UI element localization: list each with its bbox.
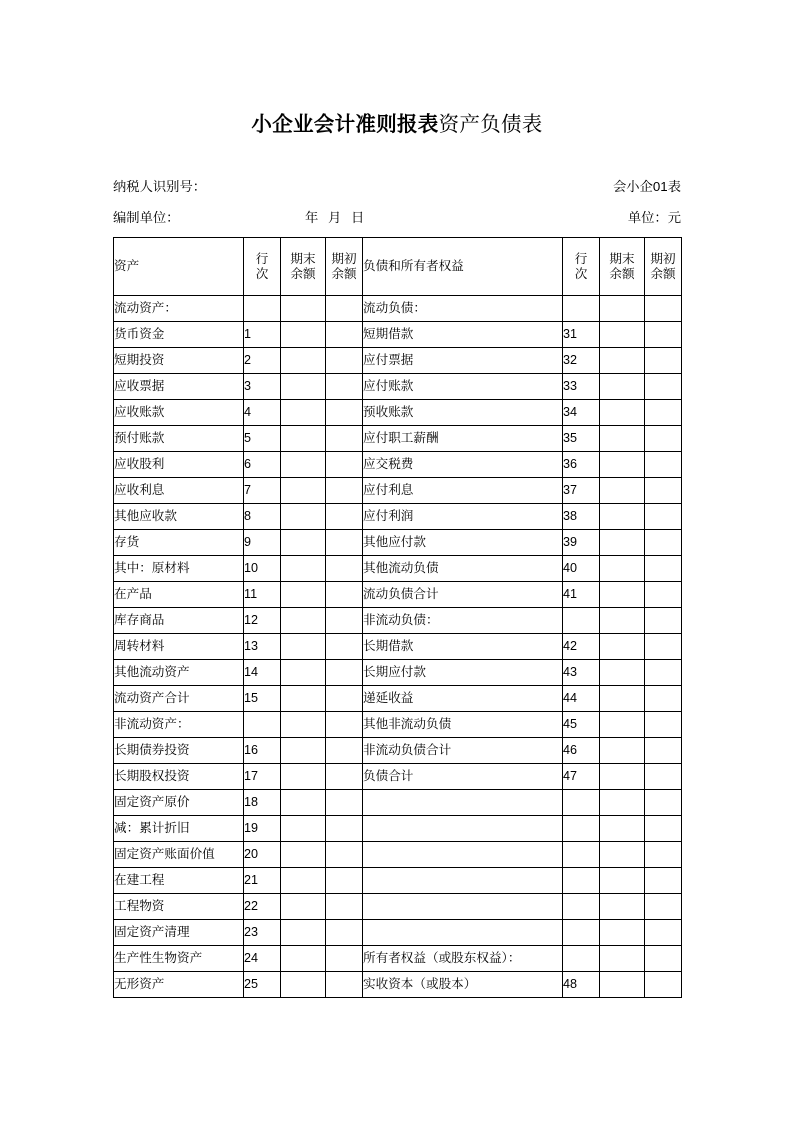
asset-begin-balance-cell[interactable] bbox=[326, 348, 363, 374]
asset-end-balance-cell[interactable] bbox=[281, 556, 326, 582]
asset-item-label: 工程物资 bbox=[114, 894, 244, 920]
liability-line-number bbox=[563, 868, 600, 894]
asset-begin-balance-cell[interactable] bbox=[326, 322, 363, 348]
liability-item-label: 应付利息 bbox=[363, 478, 563, 504]
asset-begin-balance-cell[interactable] bbox=[326, 660, 363, 686]
liability-line-number: 45 bbox=[563, 712, 600, 738]
asset-line-number: 25 bbox=[244, 972, 281, 998]
asset-line-number: 6 bbox=[244, 452, 281, 478]
liability-end-balance-cell[interactable] bbox=[600, 400, 645, 426]
table-row bbox=[114, 374, 682, 400]
asset-begin-balance-cell[interactable] bbox=[326, 478, 363, 504]
header-line-no-right bbox=[563, 238, 600, 296]
asset-line-number: 19 bbox=[244, 816, 281, 842]
asset-item-label: 其他流动资产 bbox=[114, 660, 244, 686]
liability-end-balance-cell[interactable] bbox=[600, 738, 645, 764]
liability-item-label: 非流动负债： bbox=[363, 608, 563, 634]
asset-end-balance-cell[interactable] bbox=[281, 608, 326, 634]
liability-item-label: 应付利润 bbox=[363, 504, 563, 530]
asset-item-label: 流动资产： bbox=[114, 296, 244, 322]
liability-line-number: 37 bbox=[563, 478, 600, 504]
asset-end-balance-cell[interactable] bbox=[281, 348, 326, 374]
asset-end-balance-cell[interactable] bbox=[281, 400, 326, 426]
asset-end-balance-cell[interactable] bbox=[281, 790, 326, 816]
liability-end-balance-cell[interactable] bbox=[600, 894, 645, 920]
liability-item-label: 长期借款 bbox=[363, 634, 563, 660]
liability-end-balance-cell[interactable] bbox=[600, 712, 645, 738]
asset-item-label: 短期投资 bbox=[114, 348, 244, 374]
liability-item-label: 应交税费 bbox=[363, 452, 563, 478]
asset-line-number: 13 bbox=[244, 634, 281, 660]
liability-end-balance-cell[interactable] bbox=[600, 608, 645, 634]
header-begin-balance-left bbox=[326, 238, 363, 296]
asset-begin-balance-cell[interactable] bbox=[326, 842, 363, 868]
liability-end-balance-cell[interactable] bbox=[600, 816, 645, 842]
asset-item-label: 预付账款 bbox=[114, 426, 244, 452]
title-main-text: 小企业会计准则报表 bbox=[251, 113, 439, 136]
liability-line-number: 35 bbox=[563, 426, 600, 452]
form-code-label: 会小企01表 bbox=[613, 179, 681, 194]
liability-begin-balance-cell[interactable] bbox=[645, 972, 682, 998]
asset-item-label: 应收账款 bbox=[114, 400, 244, 426]
asset-item-label: 货币资金 bbox=[114, 322, 244, 348]
liability-begin-balance-cell[interactable] bbox=[645, 920, 682, 946]
asset-begin-balance-cell[interactable] bbox=[326, 816, 363, 842]
liability-end-balance-cell[interactable] bbox=[600, 634, 645, 660]
asset-item-label: 生产性生物资产 bbox=[114, 946, 244, 972]
asset-item-label: 非流动资产： bbox=[114, 712, 244, 738]
asset-item-label: 长期股权投资 bbox=[114, 764, 244, 790]
liability-item-label bbox=[363, 816, 563, 842]
asset-item-label: 周转材料 bbox=[114, 634, 244, 660]
liability-line-number: 46 bbox=[563, 738, 600, 764]
liability-item-label: 负债合计 bbox=[363, 764, 563, 790]
header-line-no-right-line2: 次 bbox=[574, 266, 588, 281]
table-row bbox=[114, 608, 682, 634]
asset-item-label: 固定资产原价 bbox=[114, 790, 244, 816]
asset-begin-balance-cell[interactable] bbox=[326, 894, 363, 920]
liability-end-balance-cell[interactable] bbox=[600, 348, 645, 374]
liability-line-number: 47 bbox=[563, 764, 600, 790]
asset-line-number: 21 bbox=[244, 868, 281, 894]
asset-line-number: 8 bbox=[244, 504, 281, 530]
liability-line-number: 39 bbox=[563, 530, 600, 556]
asset-item-label: 存货 bbox=[114, 530, 244, 556]
asset-begin-balance-cell[interactable] bbox=[326, 374, 363, 400]
liability-line-number: 33 bbox=[563, 374, 600, 400]
asset-line-number: 3 bbox=[244, 374, 281, 400]
asset-begin-balance-cell[interactable] bbox=[326, 634, 363, 660]
asset-end-balance-cell[interactable] bbox=[281, 322, 326, 348]
liability-end-balance-cell[interactable] bbox=[600, 296, 645, 322]
liability-line-number bbox=[563, 296, 600, 322]
table-row bbox=[114, 582, 682, 608]
asset-end-balance-cell[interactable] bbox=[281, 530, 326, 556]
liability-begin-balance-cell[interactable] bbox=[645, 322, 682, 348]
header-asset: 资产 bbox=[114, 238, 244, 296]
asset-end-balance-cell[interactable] bbox=[281, 504, 326, 530]
table-row bbox=[114, 686, 682, 712]
table-row bbox=[114, 322, 682, 348]
liability-item-label: 非流动负债合计 bbox=[363, 738, 563, 764]
liability-begin-balance-cell[interactable] bbox=[645, 764, 682, 790]
header-liability-equity: 负债和所有者权益 bbox=[363, 238, 563, 296]
header-end-balance-left bbox=[281, 238, 326, 296]
liability-begin-balance-cell[interactable] bbox=[645, 478, 682, 504]
header-end-balance-right-line2: 余额 bbox=[609, 266, 635, 281]
asset-line-number: 1 bbox=[244, 322, 281, 348]
liability-begin-balance-cell[interactable] bbox=[645, 426, 682, 452]
table-row bbox=[114, 504, 682, 530]
liability-line-number: 34 bbox=[563, 400, 600, 426]
liability-line-number: 40 bbox=[563, 556, 600, 582]
liability-item-label: 应付票据 bbox=[363, 348, 563, 374]
liability-item-label bbox=[363, 790, 563, 816]
taxpayer-id-label: 纳税人识别号： bbox=[113, 179, 207, 194]
liability-line-number: 44 bbox=[563, 686, 600, 712]
header-line-no-left bbox=[244, 238, 281, 296]
liability-begin-balance-cell[interactable] bbox=[645, 296, 682, 322]
liability-line-number: 36 bbox=[563, 452, 600, 478]
table-row bbox=[114, 400, 682, 426]
asset-line-number: 22 bbox=[244, 894, 281, 920]
table-row bbox=[114, 452, 682, 478]
liability-item-label bbox=[363, 920, 563, 946]
title-sub-text: 资产负债表 bbox=[438, 113, 543, 136]
liability-begin-balance-cell[interactable] bbox=[645, 556, 682, 582]
liability-begin-balance-cell[interactable] bbox=[645, 842, 682, 868]
liability-item-label: 长期应付款 bbox=[363, 660, 563, 686]
asset-begin-balance-cell[interactable] bbox=[326, 972, 363, 998]
asset-end-balance-cell[interactable] bbox=[281, 842, 326, 868]
asset-begin-balance-cell[interactable] bbox=[326, 582, 363, 608]
liability-end-balance-cell[interactable] bbox=[600, 530, 645, 556]
unit-label: 单位：元 bbox=[627, 210, 681, 225]
liability-item-label bbox=[363, 894, 563, 920]
liability-line-number bbox=[563, 920, 600, 946]
asset-end-balance-cell[interactable] bbox=[281, 972, 326, 998]
table-row bbox=[114, 296, 682, 322]
asset-begin-balance-cell[interactable] bbox=[326, 764, 363, 790]
liability-line-number bbox=[563, 816, 600, 842]
asset-end-balance-cell[interactable] bbox=[281, 686, 326, 712]
asset-item-label: 减：累计折旧 bbox=[114, 816, 244, 842]
liability-item-label: 应付职工薪酬 bbox=[363, 426, 563, 452]
liability-end-balance-cell[interactable] bbox=[600, 790, 645, 816]
liability-begin-balance-cell[interactable] bbox=[645, 608, 682, 634]
liability-begin-balance-cell[interactable] bbox=[645, 686, 682, 712]
asset-line-number: 17 bbox=[244, 764, 281, 790]
asset-line-number bbox=[244, 712, 281, 738]
table-row bbox=[114, 634, 682, 660]
liability-item-label: 实收资本（或股本） bbox=[363, 972, 563, 998]
preparer-unit-label: 编制单位： bbox=[113, 210, 180, 225]
asset-begin-balance-cell[interactable] bbox=[326, 504, 363, 530]
liability-item-label: 流动负债合计 bbox=[363, 582, 563, 608]
liability-end-balance-cell[interactable] bbox=[600, 374, 645, 400]
liability-begin-balance-cell[interactable] bbox=[645, 816, 682, 842]
liability-end-balance-cell[interactable] bbox=[600, 426, 645, 452]
asset-line-number: 23 bbox=[244, 920, 281, 946]
asset-line-number: 24 bbox=[244, 946, 281, 972]
liability-line-number: 42 bbox=[563, 634, 600, 660]
liability-begin-balance-cell[interactable] bbox=[645, 660, 682, 686]
liability-end-balance-cell[interactable] bbox=[600, 556, 645, 582]
asset-item-label: 其他应收款 bbox=[114, 504, 244, 530]
liability-item-label: 所有者权益（或股东权益）： bbox=[363, 946, 563, 972]
liability-end-balance-cell[interactable] bbox=[600, 478, 645, 504]
asset-end-balance-cell[interactable] bbox=[281, 582, 326, 608]
header-begin-balance-right bbox=[645, 238, 682, 296]
asset-item-label: 应收利息 bbox=[114, 478, 244, 504]
liability-line-number: 31 bbox=[563, 322, 600, 348]
header-begin-balance-right-line2: 余额 bbox=[650, 266, 676, 281]
liability-begin-balance-cell[interactable] bbox=[645, 738, 682, 764]
liability-item-label: 流动负债： bbox=[363, 296, 563, 322]
asset-end-balance-cell[interactable] bbox=[281, 296, 326, 322]
asset-item-label: 流动资产合计 bbox=[114, 686, 244, 712]
table-body bbox=[114, 296, 682, 998]
asset-begin-balance-cell[interactable] bbox=[326, 556, 363, 582]
asset-line-number: 7 bbox=[244, 478, 281, 504]
asset-end-balance-cell[interactable] bbox=[281, 946, 326, 972]
liability-line-number bbox=[563, 894, 600, 920]
asset-line-number: 15 bbox=[244, 686, 281, 712]
asset-line-number bbox=[244, 296, 281, 322]
asset-begin-balance-cell[interactable] bbox=[326, 530, 363, 556]
table-row bbox=[114, 790, 682, 816]
liability-end-balance-cell[interactable] bbox=[600, 764, 645, 790]
table-header-row bbox=[114, 238, 682, 296]
asset-end-balance-cell[interactable] bbox=[281, 738, 326, 764]
header-begin-balance-left-line1: 期初 bbox=[331, 252, 357, 267]
table-row bbox=[114, 764, 682, 790]
asset-begin-balance-cell[interactable] bbox=[326, 738, 363, 764]
asset-end-balance-cell[interactable] bbox=[281, 894, 326, 920]
asset-line-number: 10 bbox=[244, 556, 281, 582]
asset-line-number: 20 bbox=[244, 842, 281, 868]
asset-end-balance-cell[interactable] bbox=[281, 868, 326, 894]
table-row bbox=[114, 894, 682, 920]
liability-end-balance-cell[interactable] bbox=[600, 920, 645, 946]
liability-begin-balance-cell[interactable] bbox=[645, 634, 682, 660]
liability-begin-balance-cell[interactable] bbox=[645, 452, 682, 478]
liability-begin-balance-cell[interactable] bbox=[645, 530, 682, 556]
table-row bbox=[114, 426, 682, 452]
asset-begin-balance-cell[interactable] bbox=[326, 400, 363, 426]
asset-end-balance-cell[interactable] bbox=[281, 452, 326, 478]
liability-end-balance-cell[interactable] bbox=[600, 868, 645, 894]
liability-end-balance-cell[interactable] bbox=[600, 322, 645, 348]
asset-end-balance-cell[interactable] bbox=[281, 478, 326, 504]
page-title bbox=[0, 107, 794, 137]
asset-line-number: 11 bbox=[244, 582, 281, 608]
asset-begin-balance-cell[interactable] bbox=[326, 452, 363, 478]
liability-begin-balance-cell[interactable] bbox=[645, 790, 682, 816]
asset-line-number: 2 bbox=[244, 348, 281, 374]
liability-line-number bbox=[563, 842, 600, 868]
asset-item-label: 固定资产账面价值 bbox=[114, 842, 244, 868]
asset-begin-balance-cell[interactable] bbox=[326, 608, 363, 634]
asset-item-label: 应收票据 bbox=[114, 374, 244, 400]
asset-begin-balance-cell[interactable] bbox=[326, 868, 363, 894]
asset-item-label: 库存商品 bbox=[114, 608, 244, 634]
date-label: 年 月 日 bbox=[305, 210, 368, 225]
liability-item-label: 预收账款 bbox=[363, 400, 563, 426]
liability-line-number: 41 bbox=[563, 582, 600, 608]
liability-item-label bbox=[363, 868, 563, 894]
asset-item-label: 长期债券投资 bbox=[114, 738, 244, 764]
asset-end-balance-cell[interactable] bbox=[281, 634, 326, 660]
asset-line-number: 4 bbox=[244, 400, 281, 426]
table-row bbox=[114, 348, 682, 374]
asset-item-label: 在产品 bbox=[114, 582, 244, 608]
asset-begin-balance-cell[interactable] bbox=[326, 426, 363, 452]
liability-item-label: 其他应付款 bbox=[363, 530, 563, 556]
liability-line-number bbox=[563, 946, 600, 972]
liability-end-balance-cell[interactable] bbox=[600, 504, 645, 530]
table-row bbox=[114, 920, 682, 946]
table-row bbox=[114, 972, 682, 998]
liability-begin-balance-cell[interactable] bbox=[645, 894, 682, 920]
header-end-balance-left-line2: 余额 bbox=[290, 266, 316, 281]
asset-begin-balance-cell[interactable] bbox=[326, 920, 363, 946]
liability-begin-balance-cell[interactable] bbox=[645, 348, 682, 374]
header-line-no-right-line1: 行 bbox=[574, 252, 588, 267]
liability-line-number bbox=[563, 608, 600, 634]
asset-line-number: 5 bbox=[244, 426, 281, 452]
table-row bbox=[114, 842, 682, 868]
asset-item-label: 其中：原材料 bbox=[114, 556, 244, 582]
asset-item-label: 固定资产清理 bbox=[114, 920, 244, 946]
table-row bbox=[114, 868, 682, 894]
asset-line-number: 12 bbox=[244, 608, 281, 634]
liability-begin-balance-cell[interactable] bbox=[645, 946, 682, 972]
asset-end-balance-cell[interactable] bbox=[281, 920, 326, 946]
asset-begin-balance-cell[interactable] bbox=[326, 296, 363, 322]
table-row bbox=[114, 478, 682, 504]
header-begin-balance-right-line1: 期初 bbox=[650, 252, 676, 267]
asset-item-label: 在建工程 bbox=[114, 868, 244, 894]
asset-begin-balance-cell[interactable] bbox=[326, 790, 363, 816]
liability-begin-balance-cell[interactable] bbox=[645, 582, 682, 608]
asset-begin-balance-cell[interactable] bbox=[326, 712, 363, 738]
liability-end-balance-cell[interactable] bbox=[600, 452, 645, 478]
table-row bbox=[114, 738, 682, 764]
asset-end-balance-cell[interactable] bbox=[281, 764, 326, 790]
asset-item-label: 应收股利 bbox=[114, 452, 244, 478]
asset-end-balance-cell[interactable] bbox=[281, 426, 326, 452]
liability-item-label: 递延收益 bbox=[363, 686, 563, 712]
liability-end-balance-cell[interactable] bbox=[600, 582, 645, 608]
liability-begin-balance-cell[interactable] bbox=[645, 868, 682, 894]
header-end-balance-right-line1: 期末 bbox=[609, 252, 635, 267]
liability-begin-balance-cell[interactable] bbox=[645, 712, 682, 738]
liability-end-balance-cell[interactable] bbox=[600, 660, 645, 686]
liability-end-balance-cell[interactable] bbox=[600, 946, 645, 972]
asset-item-label: 无形资产 bbox=[114, 972, 244, 998]
header-end-balance-right bbox=[600, 238, 645, 296]
balance-sheet-table bbox=[113, 237, 682, 998]
asset-line-number: 18 bbox=[244, 790, 281, 816]
liability-item-label: 其他非流动负债 bbox=[363, 712, 563, 738]
asset-line-number: 14 bbox=[244, 660, 281, 686]
asset-line-number: 16 bbox=[244, 738, 281, 764]
header-begin-balance-left-line2: 余额 bbox=[331, 266, 357, 281]
asset-begin-balance-cell[interactable] bbox=[326, 686, 363, 712]
asset-end-balance-cell[interactable] bbox=[281, 374, 326, 400]
liability-begin-balance-cell[interactable] bbox=[645, 374, 682, 400]
table-row bbox=[114, 946, 682, 972]
header-line-no-left-line1: 行 bbox=[255, 252, 269, 267]
asset-begin-balance-cell[interactable] bbox=[326, 946, 363, 972]
liability-item-label bbox=[363, 842, 563, 868]
liability-line-number: 38 bbox=[563, 504, 600, 530]
table-row bbox=[114, 660, 682, 686]
liability-end-balance-cell[interactable] bbox=[600, 686, 645, 712]
header-line-no-left-line2: 次 bbox=[255, 266, 269, 281]
liability-begin-balance-cell[interactable] bbox=[645, 504, 682, 530]
liability-end-balance-cell[interactable] bbox=[600, 842, 645, 868]
asset-end-balance-cell[interactable] bbox=[281, 712, 326, 738]
liability-line-number: 32 bbox=[563, 348, 600, 374]
asset-line-number: 9 bbox=[244, 530, 281, 556]
header-end-balance-left-line1: 期末 bbox=[290, 252, 316, 267]
liability-line-number: 43 bbox=[563, 660, 600, 686]
liability-item-label: 其他流动负债 bbox=[363, 556, 563, 582]
liability-begin-balance-cell[interactable] bbox=[645, 400, 682, 426]
asset-end-balance-cell[interactable] bbox=[281, 816, 326, 842]
asset-end-balance-cell[interactable] bbox=[281, 660, 326, 686]
liability-end-balance-cell[interactable] bbox=[600, 972, 645, 998]
table-row bbox=[114, 530, 682, 556]
table-row bbox=[114, 816, 682, 842]
liability-line-number bbox=[563, 790, 600, 816]
liability-line-number: 48 bbox=[563, 972, 600, 998]
table-row bbox=[114, 556, 682, 582]
liability-item-label: 应付账款 bbox=[363, 374, 563, 400]
table-row bbox=[114, 712, 682, 738]
liability-item-label: 短期借款 bbox=[363, 322, 563, 348]
